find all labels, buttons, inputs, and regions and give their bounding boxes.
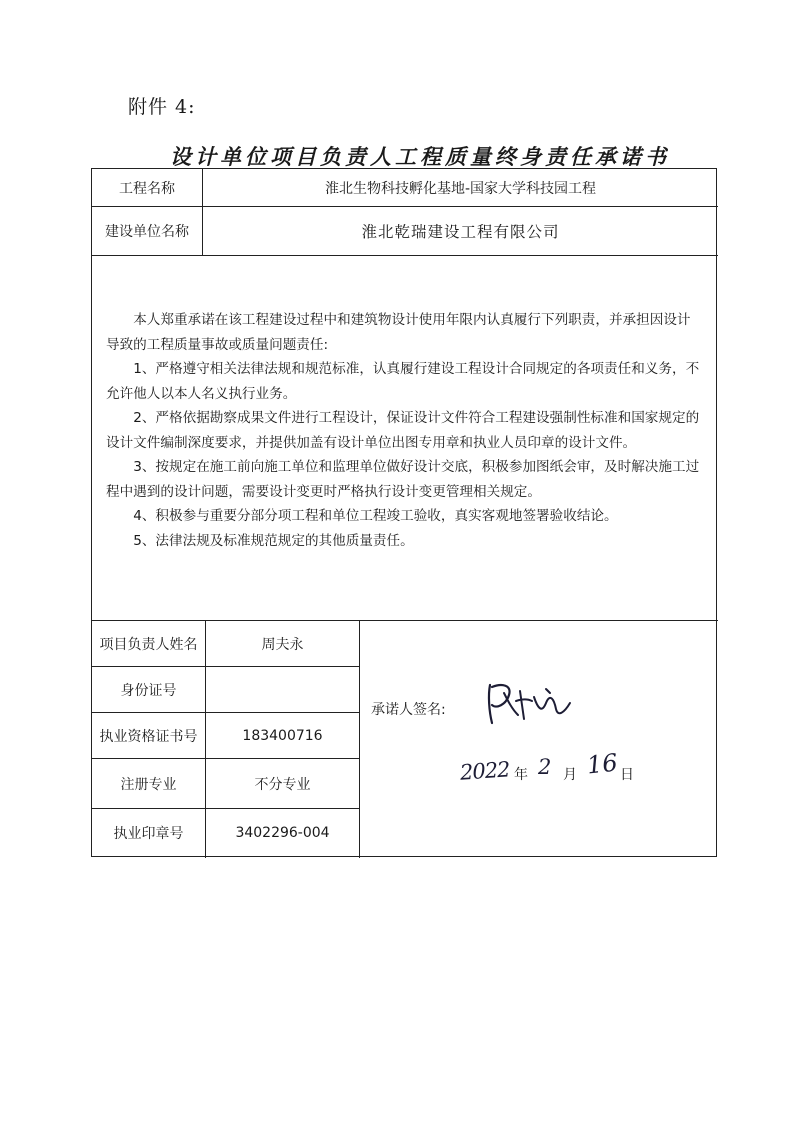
commitment-item-3: 3、按规定在施工前向施工单位和监理单位做好设计交底，积极参加图纸会审，及时解决施工过程中遇到的设计问题，需要设计变更时严格执行设计变更管理相关规定。: [106, 459, 700, 500]
practice-seal-value: 3402296-004: [235, 825, 330, 841]
id-number-label: 身份证号: [120, 682, 177, 699]
commitment-form: [91, 168, 717, 857]
date-month: 2: [538, 755, 552, 779]
commitment-item-4: 4、积极参与重要分部分项工程和单位工程竣工验收，真实客观地签署验收结论。: [133, 508, 618, 524]
id-number-value: [206, 667, 359, 712]
project-name-label: 工程名称: [119, 180, 175, 197]
practice-seal-label: 执业印章号: [113, 826, 184, 842]
date-day: 16: [585, 748, 619, 780]
commitment-text: [106, 308, 703, 553]
qualification-cert-label: 执业资格证书号: [99, 728, 198, 745]
handwritten-signature: [484, 679, 576, 729]
registered-major-value: 不分专业: [254, 776, 311, 793]
project-name-value: 淮北生物科技孵化基地-国家大学科技园工程: [324, 180, 597, 197]
date-month-char: 月: [563, 767, 577, 783]
row-divider: [92, 255, 718, 256]
commitment-item-2: 2、严格依据勘察成果文件进行工程设计，保证设计文件符合工程建设强制性标准和国家规定的设计文件编制深度要求，并提供加盖有设计单位出图专用章和执业人员印章的设计文件。: [106, 410, 700, 451]
date-year: 2022: [459, 757, 511, 785]
date-year-char: 年: [514, 767, 528, 783]
commitment-item-1: 1、严格遵守相关法律法规和规范标准，认真履行建设工程设计合同规定的各项责任和义务，不允许他人以本人名义执行业务。: [106, 361, 700, 402]
commitment-item-5: 5、法律法规及标准规范规定的其他质量责任。: [133, 532, 414, 549]
annex-label: 附件 4:: [128, 96, 196, 118]
responsible-name-label: 项目负责人姓名: [99, 636, 198, 653]
builder-value: 淮北乾瑞建设工程有限公司: [361, 223, 560, 241]
date-day-char: 日: [620, 767, 634, 783]
document-title: 设计单位项目负责人工程质量终身责任承诺书: [170, 144, 670, 169]
commitment-intro: 本人郑重承诺在该工程建设过程中和建筑物设计使用年限内认真履行下列职责，并承担因设计导致的工程质量事故或质量问题责任:: [106, 312, 691, 353]
signing-date: [459, 748, 640, 789]
responsible-name-value: 周夫永: [261, 636, 304, 653]
signatory-label: 承诺人签名:: [371, 702, 446, 718]
qualification-cert-value: 183400716: [242, 727, 323, 744]
column-divider: [359, 620, 360, 858]
builder-label: 建设单位名称: [105, 224, 189, 240]
registered-major-label: 注册专业: [120, 776, 177, 793]
